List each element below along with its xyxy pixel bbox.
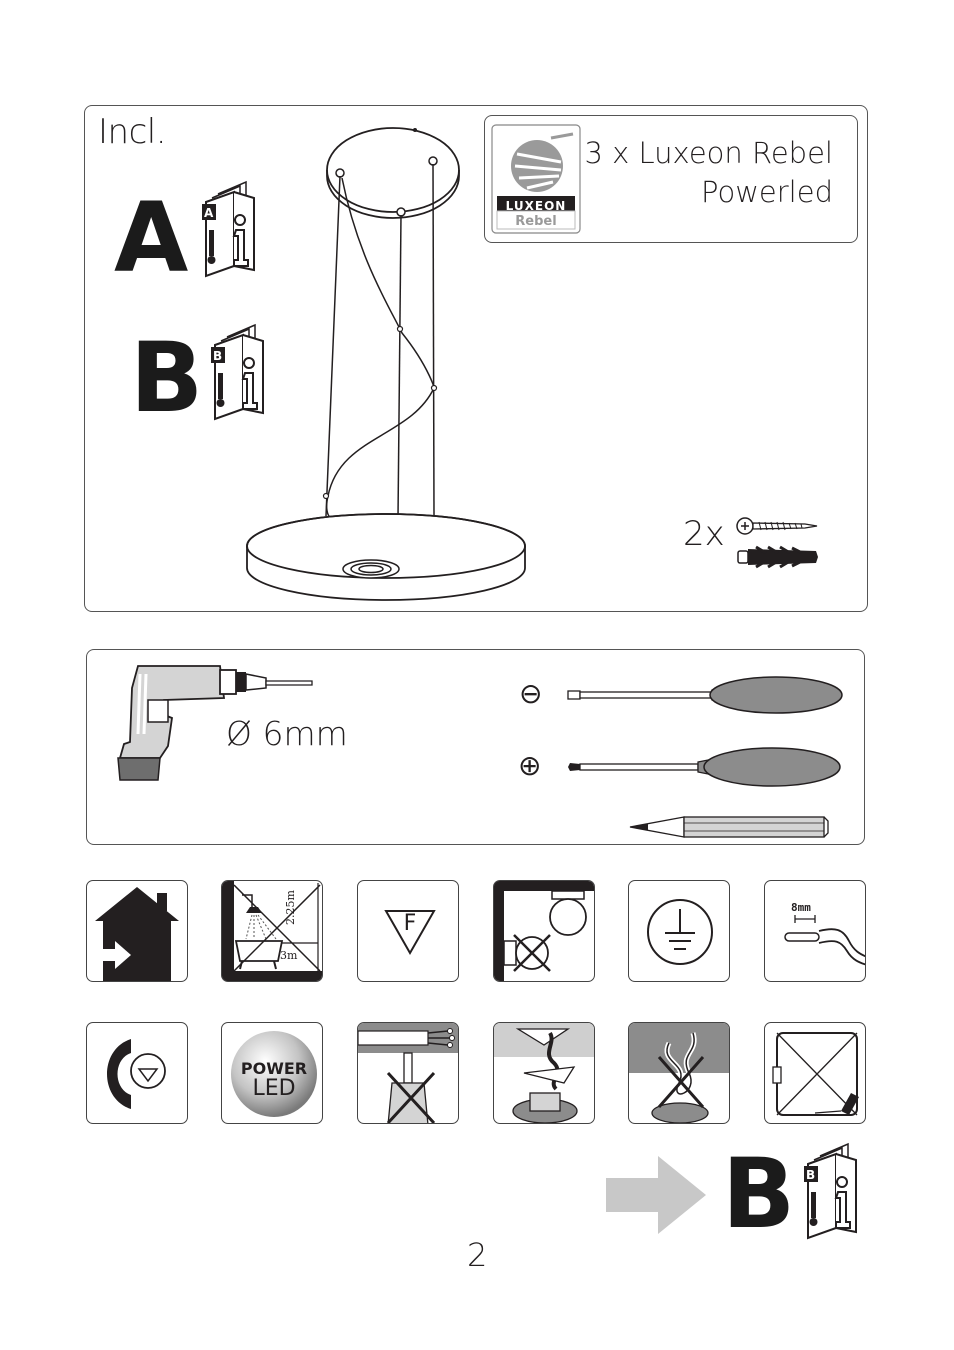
- led-description: [584, 134, 833, 212]
- no-connection-box-icon: [764, 1022, 866, 1124]
- luxeon-logo-bottom-text: Rebel: [515, 214, 557, 229]
- earth-ground-icon: [628, 880, 730, 982]
- slotted-screwdriver-icon: [566, 674, 848, 718]
- wire-strip-length-icon: [764, 880, 866, 982]
- power-led-bottom-text: LED: [252, 1076, 296, 1101]
- power-led-top-text: POWER: [240, 1059, 308, 1078]
- power-led-icon: [221, 1022, 323, 1124]
- luxeon-logo-top-text: LUXEON: [505, 199, 567, 213]
- svg-text:B: B: [806, 1168, 816, 1182]
- cable-tidy-icon: [493, 1022, 595, 1124]
- next-step-arrow-icon: [604, 1154, 708, 1236]
- bathroom-height-label: 2.25m: [284, 890, 297, 925]
- fixings-quantity: 2x: [683, 514, 725, 554]
- led-description-line2: Powerled: [701, 175, 833, 209]
- pencil-icon: [628, 812, 832, 842]
- f-mark-icon: [357, 880, 459, 982]
- strip-length-label: 8mm: [791, 901, 811, 914]
- slotted-symbol: ⊖: [519, 677, 543, 710]
- led-info-box: [484, 115, 858, 243]
- no-tangled-cable-icon: [628, 1022, 730, 1124]
- no-insulated-ceiling-icon: [357, 1022, 459, 1124]
- screw-icon: [735, 514, 819, 540]
- led-description-line1: 3 x Luxeon Rebel: [584, 136, 833, 170]
- bathroom-zone-icon: [221, 880, 323, 982]
- next-step-book-icon: [800, 1142, 862, 1240]
- wall-plug-icon: [736, 543, 820, 573]
- svg-text:A: A: [204, 206, 214, 220]
- f-mark-letter: F: [403, 911, 417, 936]
- next-step-letter: B: [722, 1138, 796, 1250]
- bathroom-distance-label: 3m: [280, 949, 298, 962]
- page-number: 2: [467, 1236, 488, 1274]
- svg-text:B: B: [213, 349, 223, 363]
- ceiling-mount-only-icon: [493, 880, 595, 982]
- included-title: Incl.: [98, 112, 167, 152]
- manual-b-letter: B: [130, 322, 204, 434]
- indoor-use-only-icon: [86, 880, 188, 982]
- dimmer-compatible-icon: [86, 1022, 188, 1124]
- phillips-screwdriver-icon: [566, 746, 848, 790]
- manual-a-letter: A: [114, 182, 189, 294]
- drill-bit-size: Ø 6mm: [226, 714, 348, 753]
- phillips-symbol: ⊕: [518, 749, 542, 782]
